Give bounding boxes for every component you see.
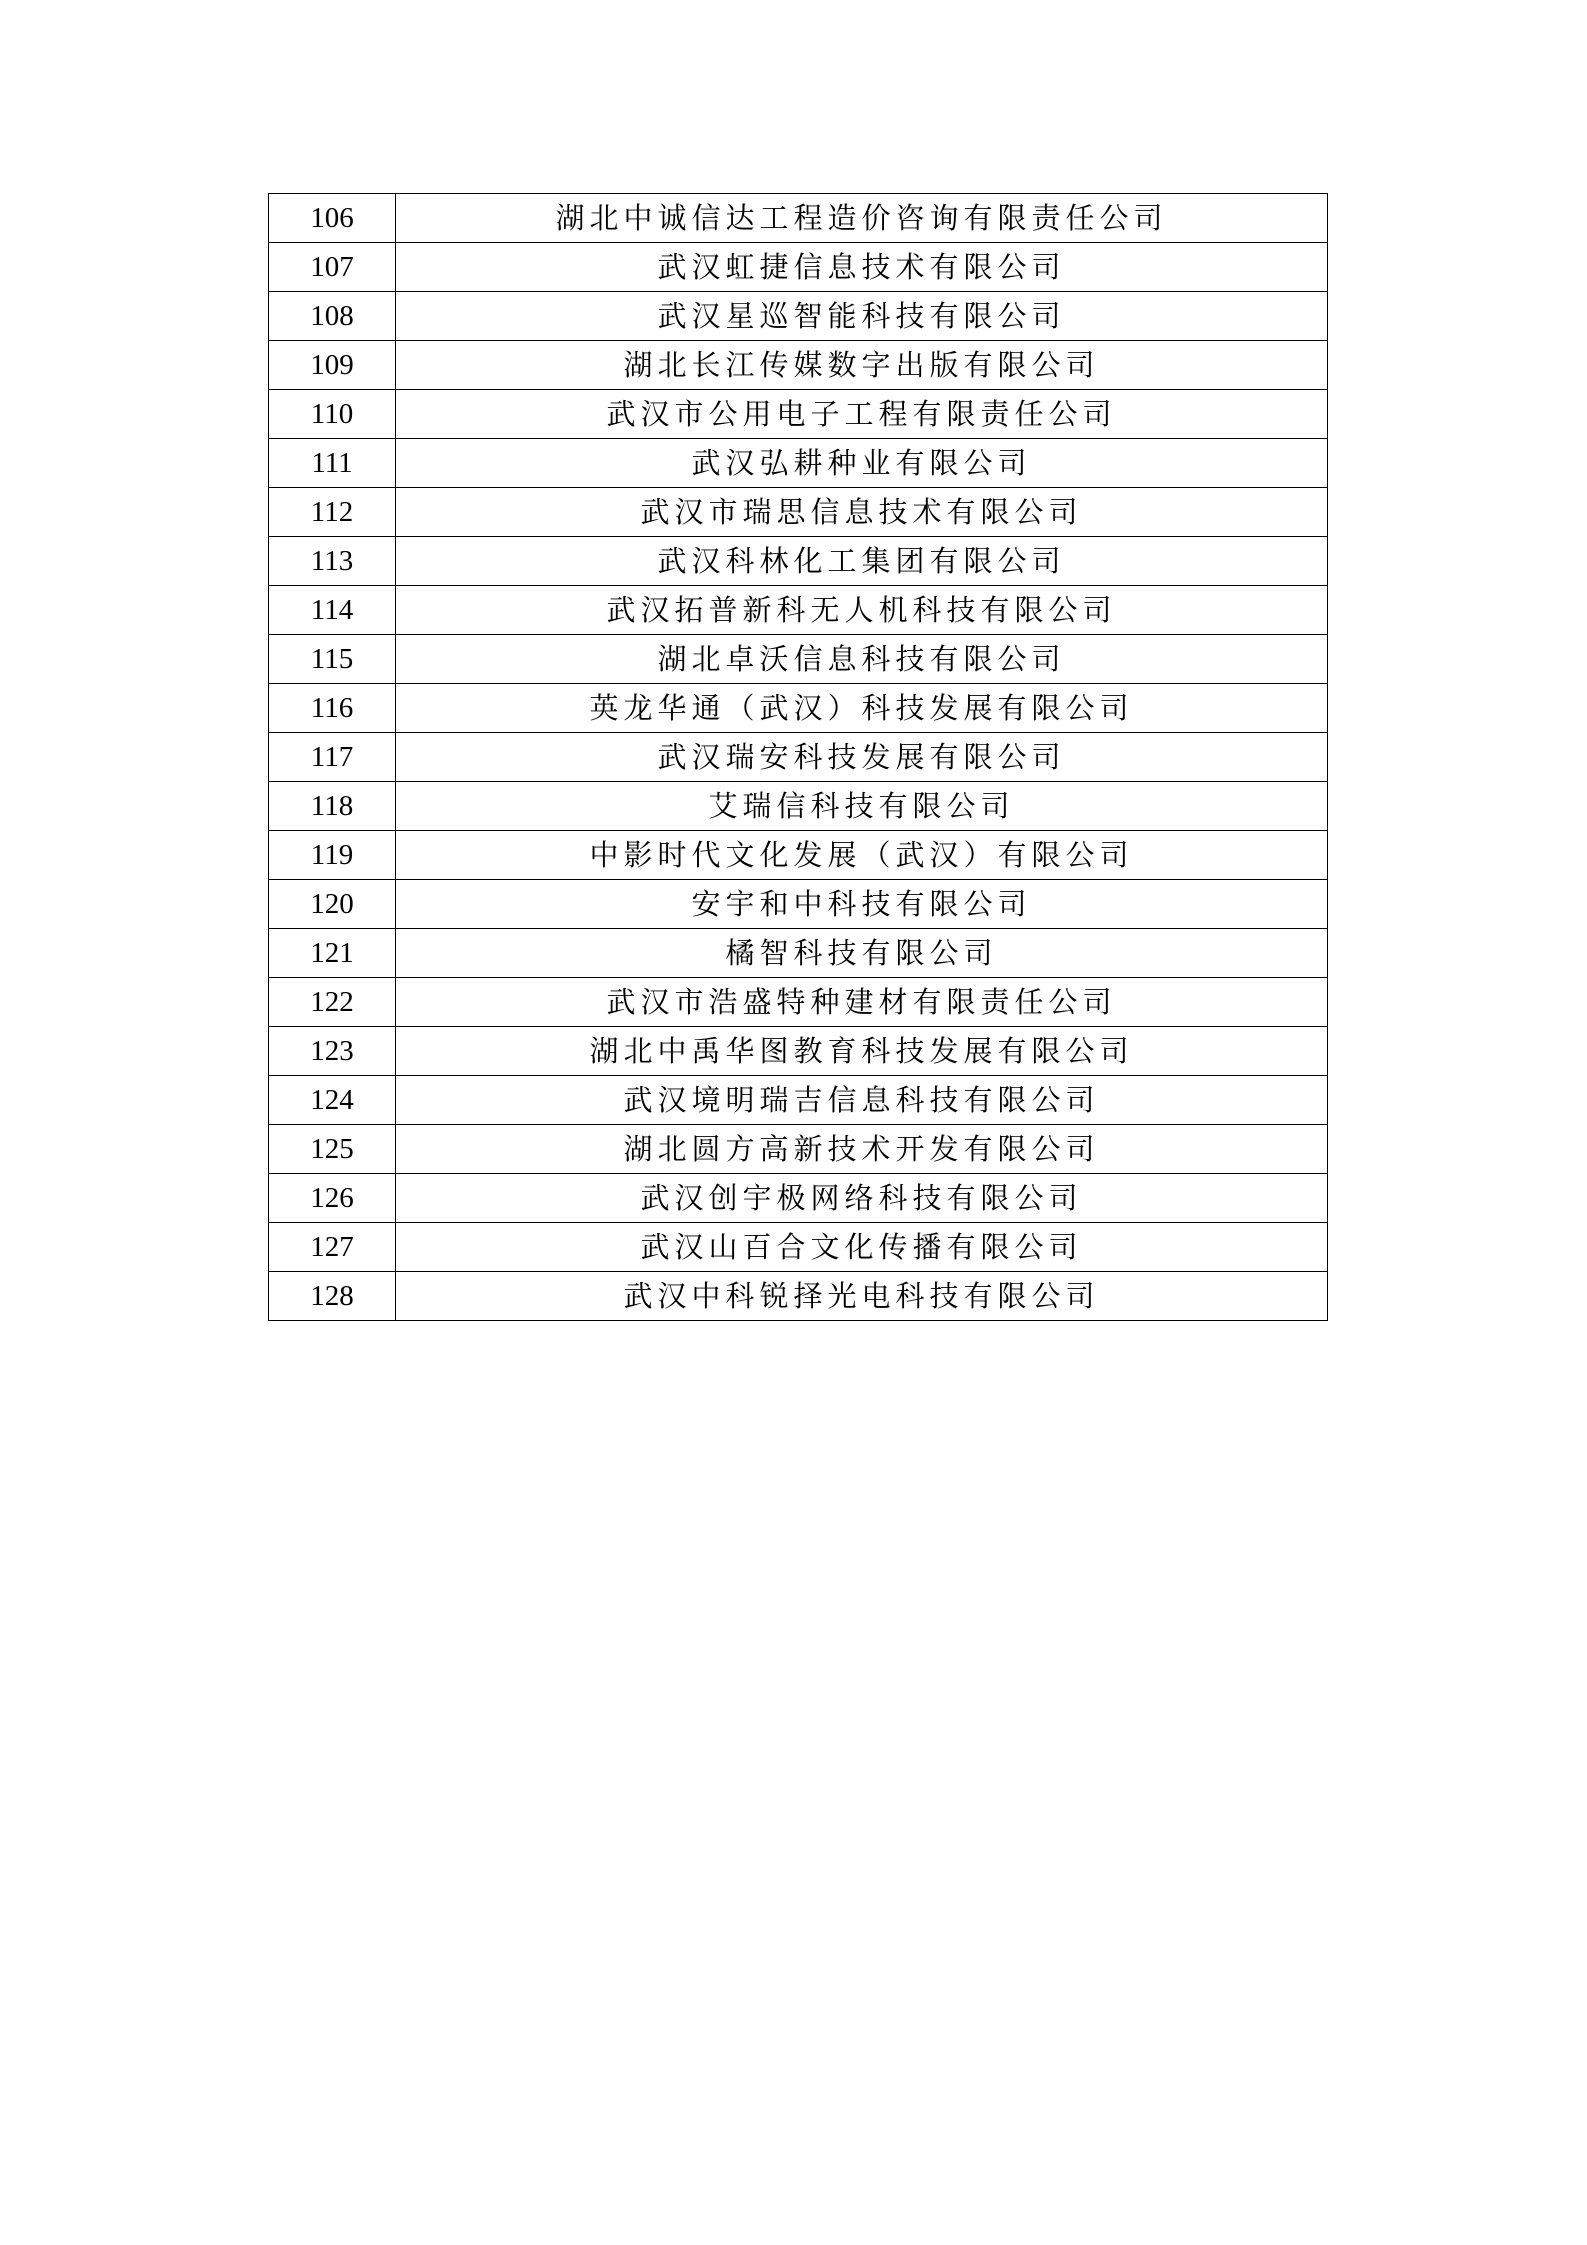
- company-name-cell: 武汉拓普新科无人机科技有限公司: [396, 586, 1328, 635]
- row-number-cell: 117: [269, 733, 396, 782]
- company-name-cell: 湖北中诚信达工程造价咨询有限责任公司: [396, 194, 1328, 243]
- table-row: [269, 341, 1328, 390]
- row-number-cell: 118: [269, 782, 396, 831]
- row-number-cell: 107: [269, 243, 396, 292]
- company-name-cell: 武汉市浩盛特种建材有限责任公司: [396, 978, 1328, 1027]
- row-number-cell: 126: [269, 1174, 396, 1223]
- row-number-cell: 114: [269, 586, 396, 635]
- table-row: [269, 390, 1328, 439]
- row-number-cell: 128: [269, 1272, 396, 1321]
- row-number-cell: 127: [269, 1223, 396, 1272]
- row-number-cell: 109: [269, 341, 396, 390]
- company-name-cell: 武汉山百合文化传播有限公司: [396, 1223, 1328, 1272]
- table-row: [269, 1223, 1328, 1272]
- row-number-cell: 108: [269, 292, 396, 341]
- table-row: [269, 488, 1328, 537]
- company-name-cell: 橘智科技有限公司: [396, 929, 1328, 978]
- row-number-cell: 106: [269, 194, 396, 243]
- table-row: [269, 1027, 1328, 1076]
- company-name-cell: 英龙华通（武汉）科技发展有限公司: [396, 684, 1328, 733]
- row-number-cell: 116: [269, 684, 396, 733]
- table-row: [269, 292, 1328, 341]
- row-number-cell: 111: [269, 439, 396, 488]
- table-row: [269, 635, 1328, 684]
- table-row: [269, 194, 1328, 243]
- table-row: [269, 831, 1328, 880]
- table-row: [269, 684, 1328, 733]
- company-name-cell: 湖北圆方高新技术开发有限公司: [396, 1125, 1328, 1174]
- table-row: [269, 1125, 1328, 1174]
- row-number-cell: 122: [269, 978, 396, 1027]
- table-row: [269, 1076, 1328, 1125]
- company-name-cell: 武汉瑞安科技发展有限公司: [396, 733, 1328, 782]
- row-number-cell: 120: [269, 880, 396, 929]
- company-name-cell: 武汉中科锐择光电科技有限公司: [396, 1272, 1328, 1321]
- company-name-cell: 武汉科林化工集团有限公司: [396, 537, 1328, 586]
- table-row: [269, 782, 1328, 831]
- table-row: [269, 929, 1328, 978]
- table-row: [269, 1272, 1328, 1321]
- company-list-table: [268, 193, 1328, 1321]
- company-name-cell: 武汉创宇极网络科技有限公司: [396, 1174, 1328, 1223]
- row-number-cell: 124: [269, 1076, 396, 1125]
- company-name-cell: 湖北中禹华图教育科技发展有限公司: [396, 1027, 1328, 1076]
- row-number-cell: 119: [269, 831, 396, 880]
- table-row: [269, 880, 1328, 929]
- table-row: [269, 1174, 1328, 1223]
- row-number-cell: 123: [269, 1027, 396, 1076]
- company-name-cell: 艾瑞信科技有限公司: [396, 782, 1328, 831]
- company-name-cell: 湖北卓沃信息科技有限公司: [396, 635, 1328, 684]
- row-number-cell: 115: [269, 635, 396, 684]
- row-number-cell: 113: [269, 537, 396, 586]
- table-row: [269, 586, 1328, 635]
- row-number-cell: 125: [269, 1125, 396, 1174]
- company-name-cell: 湖北长江传媒数字出版有限公司: [396, 341, 1328, 390]
- row-number-cell: 110: [269, 390, 396, 439]
- company-name-cell: 武汉市瑞思信息技术有限公司: [396, 488, 1328, 537]
- company-name-cell: 武汉星巡智能科技有限公司: [396, 292, 1328, 341]
- company-name-cell: 中影时代文化发展（武汉）有限公司: [396, 831, 1328, 880]
- table-row: [269, 243, 1328, 292]
- company-name-cell: 武汉境明瑞吉信息科技有限公司: [396, 1076, 1328, 1125]
- company-name-cell: 安宇和中科技有限公司: [396, 880, 1328, 929]
- table-body: [269, 194, 1328, 1321]
- table-row: [269, 537, 1328, 586]
- company-name-cell: 武汉虹捷信息技术有限公司: [396, 243, 1328, 292]
- row-number-cell: 121: [269, 929, 396, 978]
- table-row: [269, 439, 1328, 488]
- company-name-cell: 武汉市公用电子工程有限责任公司: [396, 390, 1328, 439]
- table-row: [269, 733, 1328, 782]
- company-name-cell: 武汉弘耕种业有限公司: [396, 439, 1328, 488]
- table-row: [269, 978, 1328, 1027]
- row-number-cell: 112: [269, 488, 396, 537]
